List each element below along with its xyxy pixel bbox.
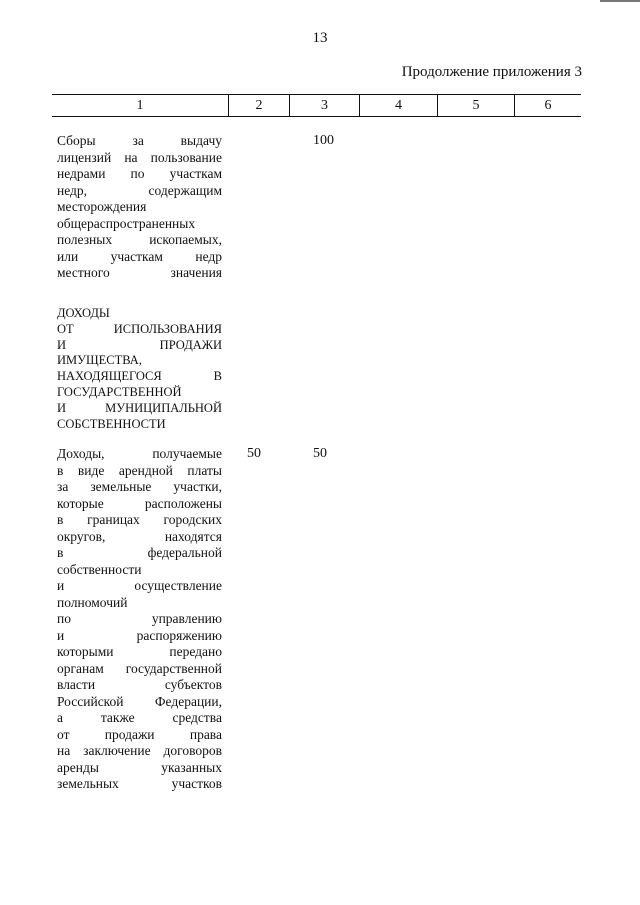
table-header xyxy=(52,94,581,117)
row-description: Сборы за выдачу лицензий на пользование недрами по участкам недр, содержащим месторождения общераспространенных полезных ископаемых, или участкам недр местного значения xyxy=(57,133,222,280)
row-description: Доходы, получаемые в виде арендной платы за земельные участки, которые расположены в границах городских округов, находятся в федеральной собственности и осуществление полномочий по управлению и распоряжению которыми передано органам государственной власти субъектов Российской Федерации, а также средства от продажи права на заключение договоров аренды указанных земельных участков xyxy=(57,446,222,791)
table-row-license-fees xyxy=(57,133,587,282)
section-heading: ДОХОДЫ ОТ ИСПОЛЬЗОВАНИЯ И ПРОДАЖИ ИМУЩЕСТВА, НАХОДЯЩЕГОСЯ В ГОСУДАРСТВЕННОЙ И МУНИЦИПАЛЬНОЙ СОБСТВЕННОСТИ xyxy=(57,306,222,431)
column-header-4: 4 xyxy=(359,95,437,116)
column-header-3: 3 xyxy=(289,95,359,116)
column-header-6: 6 xyxy=(514,95,581,116)
page-number: 13 xyxy=(312,30,328,46)
table-row-land-rent-income xyxy=(57,446,587,793)
column-header-5: 5 xyxy=(437,95,514,116)
appendix-continuation-heading: Продолжение приложения 3 xyxy=(401,64,582,80)
row-value-col2: 50 xyxy=(247,446,261,461)
scan-edge-mark xyxy=(600,0,640,2)
column-header-2: 2 xyxy=(228,95,289,116)
column-header-1: 1 xyxy=(136,98,144,113)
table-row-property-income-section xyxy=(57,306,587,432)
row-value-col3: 50 xyxy=(313,446,327,461)
row-value-col3: 100 xyxy=(313,133,334,148)
